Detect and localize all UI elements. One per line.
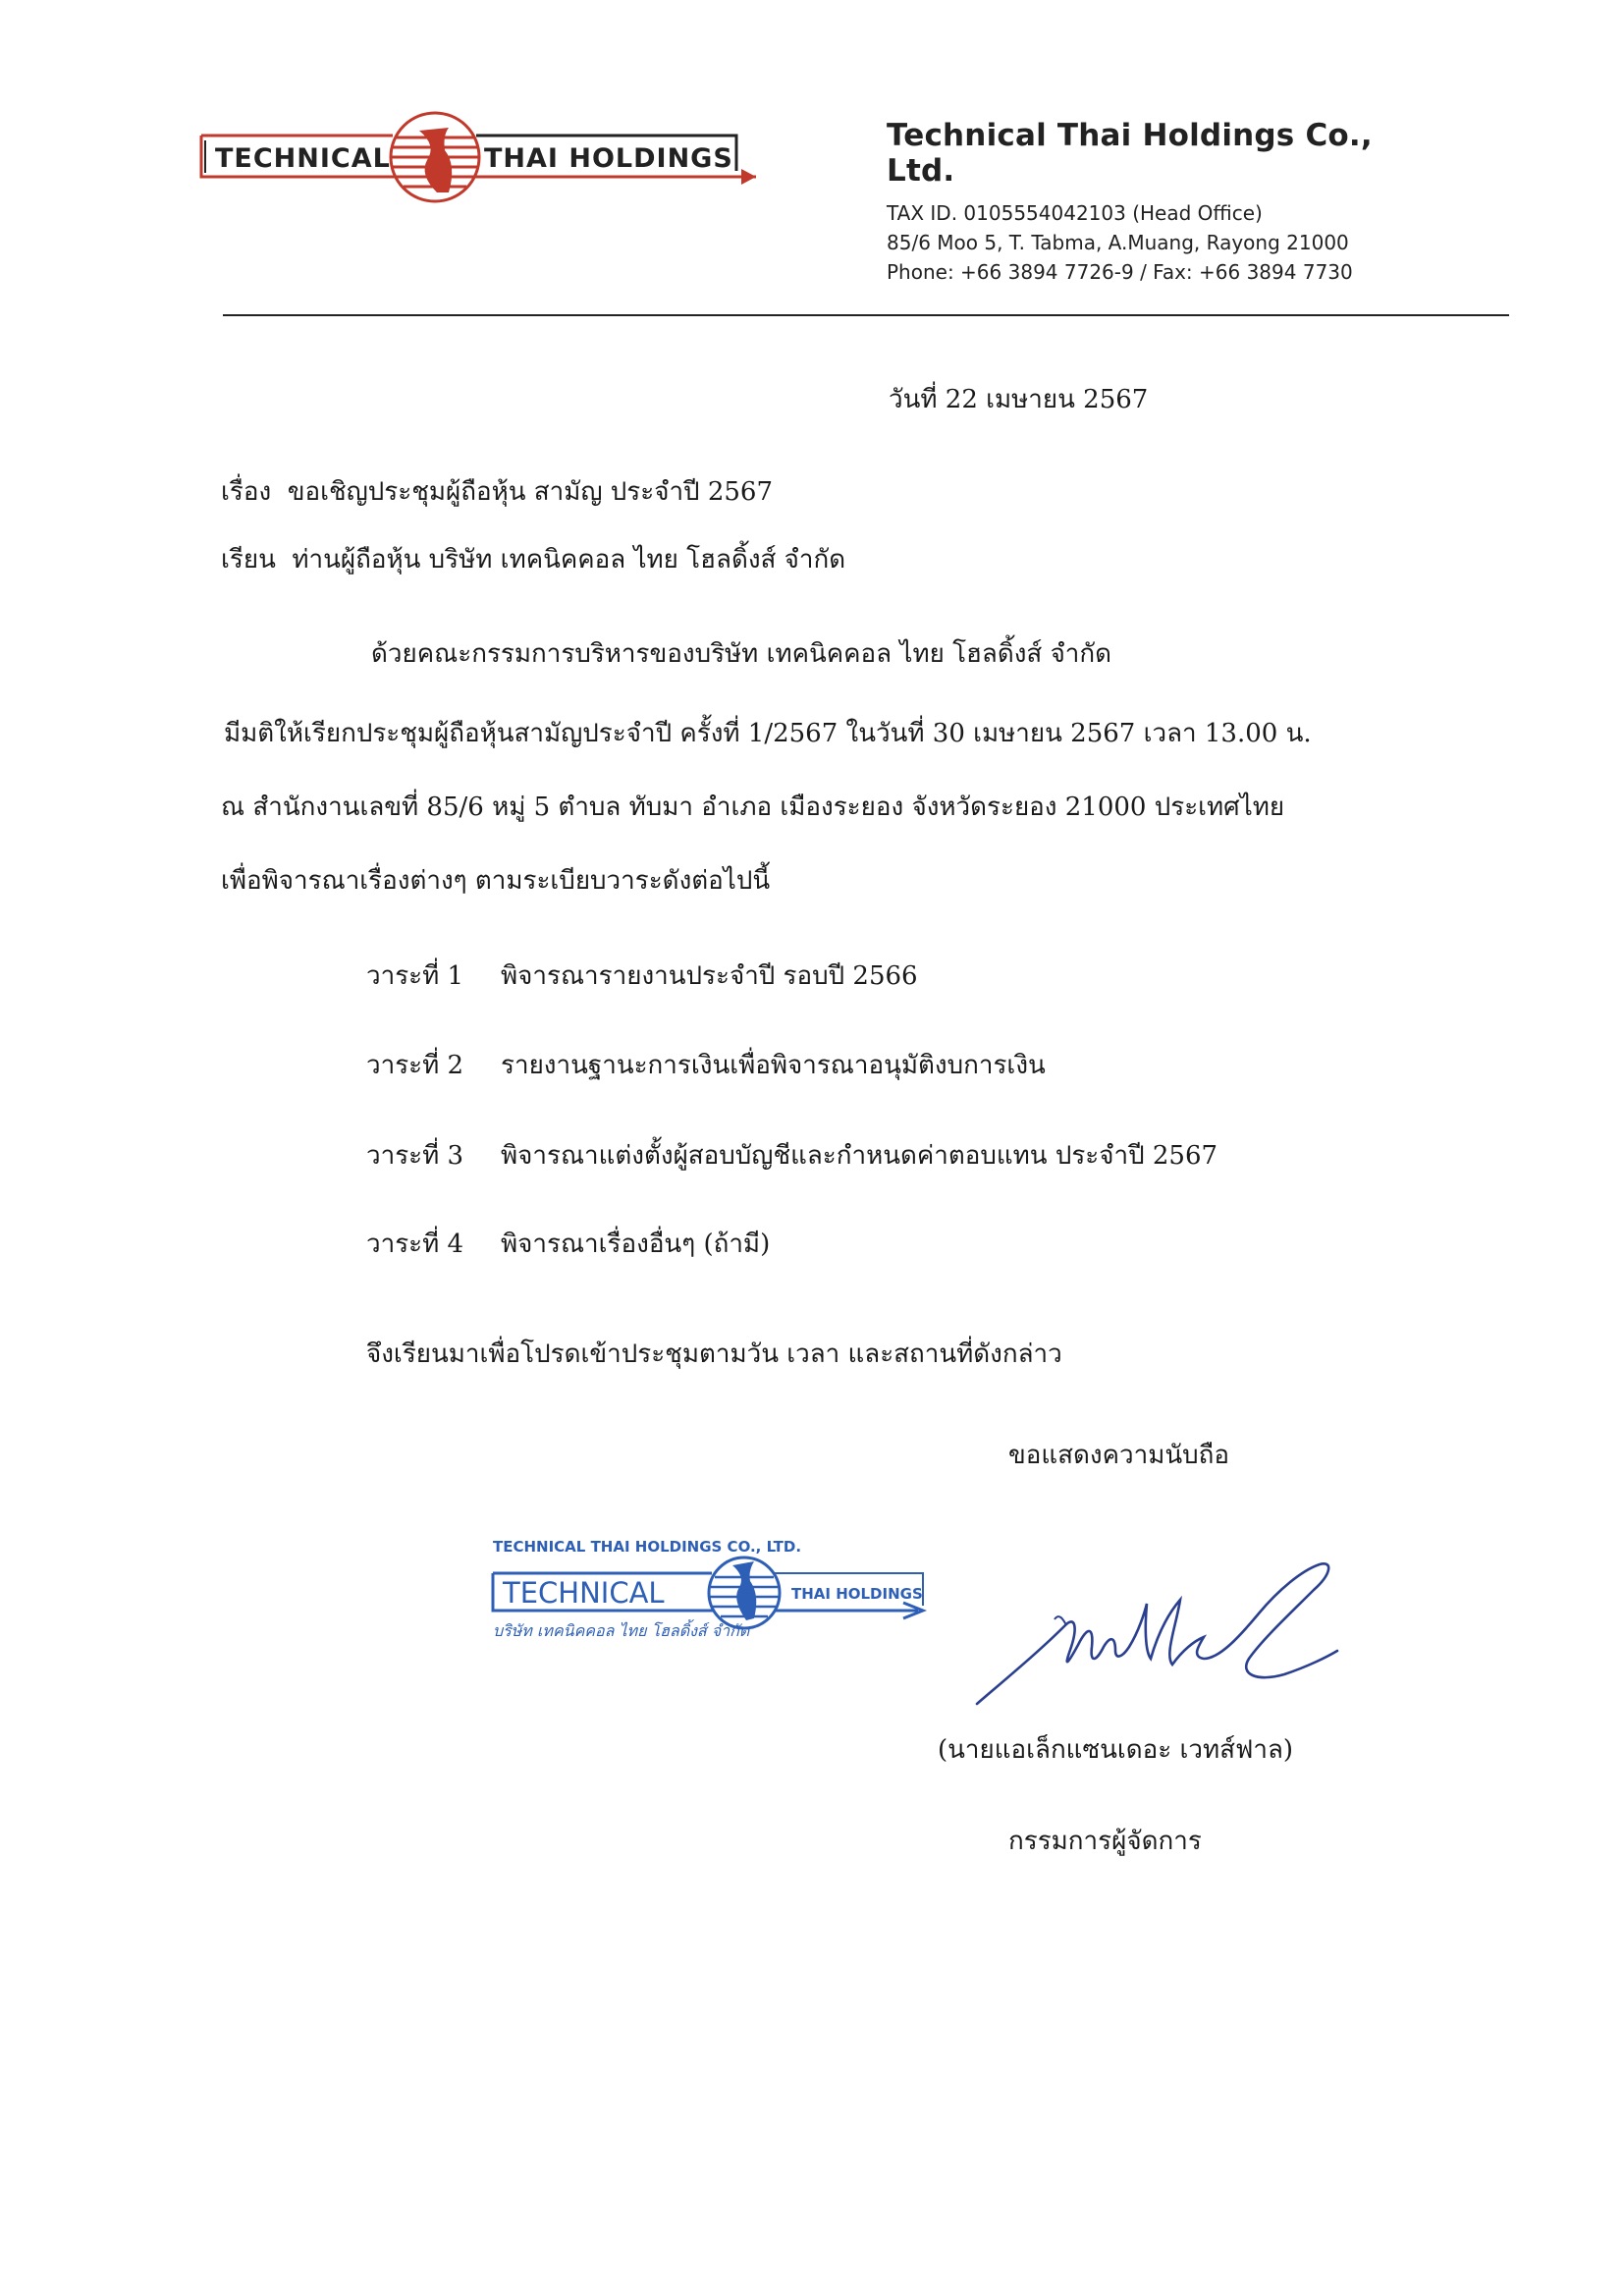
body-paragraph-line-4: เพื่อพิจารณาเรื่องต่างๆ ตามระเบียบวาระดังต่อไปนี้	[221, 866, 771, 896]
body-paragraph-line-1: ด้วยคณะกรรมการบริหารของบริษัท เทคนิคคอล ไทย โฮลดิ้งส์ จำกัด	[371, 639, 1112, 669]
company-stamp	[481, 1532, 933, 1660]
recipient-label: เรียน	[221, 545, 276, 574]
subject-text: ขอเชิญประชุมผู้ถือหุ้น สามัญ ประจำปี 2567	[287, 477, 773, 507]
agenda-label-4: วาระที่ 4	[366, 1230, 464, 1259]
closing-sentence: จึงเรียนมาเพื่อโปรดเข้าประชุมตามวัน เวลา และสถานที่ดังกล่าว	[366, 1339, 1062, 1369]
company-logo	[191, 106, 756, 204]
agenda-text-2: รายงานฐานะการเงินเพื่อพิจารณาอนุมัติงบการเงิน	[501, 1051, 1046, 1080]
stamp-left-text: TECHNICAL	[503, 1576, 665, 1610]
company-phone: Phone: +66 3894 7726-9 / Fax: +66 3894 7730	[887, 260, 1353, 284]
agenda-label-3: วาระที่ 3	[366, 1141, 464, 1171]
agenda-label-1: วาระที่ 1	[366, 961, 464, 991]
body-paragraph-line-2: มีมติให้เรียกประชุมผู้ถือหุ้นสามัญประจำปี ครั้งที่ 1/2567 ในวันที่ 30 เมษายน 2567 เวลา 13.00 น.	[224, 719, 1312, 748]
regards-text: ขอแสดงความนับถือ	[1008, 1441, 1229, 1470]
logo-text-right: THAI HOLDINGS	[484, 143, 733, 174]
agenda-text-3: พิจารณาแต่งตั้งผู้สอบบัญชีและกำหนดค่าตอบแทน ประจำปี 2567	[501, 1141, 1218, 1171]
agenda-text-4: พิจารณาเรื่องอื่นๆ (ถ้ามี)	[501, 1230, 771, 1259]
header-divider	[223, 314, 1509, 316]
company-address: 85/6 Moo 5, T. Tabma, A.Muang, Rayong 21000	[887, 231, 1349, 254]
recipient-line	[221, 543, 845, 576]
body-paragraph-line-3: ณ สำนักงานเลขที่ 85/6 หมู่ 5 ตำบล ทับมา อำเภอ เมืองระยอง จังหวัดระยอง 21000 ประเทศไทย	[221, 793, 1285, 822]
stamp-bottom-text: บริษัท เทคนิคคอล ไทย โฮลดิ้งส์ จำกัด	[493, 1621, 750, 1640]
letter-date: วันที่ 22 เมษายน 2567	[889, 385, 1149, 414]
signature	[972, 1557, 1404, 1723]
agenda-text-1: พิจารณารายงานประจำปี รอบปี 2566	[501, 961, 918, 991]
logo-text-left: TECHNICAL	[215, 143, 391, 174]
company-info	[887, 118, 1436, 287]
subject-line	[221, 475, 773, 509]
tax-id: TAX ID. 0105554042103 (Head Office)	[887, 201, 1263, 225]
company-name: Technical Thai Holdings Co., Ltd.	[887, 118, 1373, 189]
signer-title: กรรมการผู้จัดการ	[1008, 1827, 1202, 1856]
signer-name: (นายแอเล็กแซนเดอะ เวทส์ฟาล)	[938, 1735, 1294, 1765]
stamp-right-text: THAI HOLDINGS	[791, 1585, 923, 1603]
agenda-label-2: วาระที่ 2	[366, 1051, 464, 1080]
subject-label: เรื่อง	[221, 477, 272, 507]
recipient-text: ท่านผู้ถือหุ้น บริษัท เทคนิคคอล ไทย โฮลดิ้งส์ จำกัด	[292, 545, 846, 574]
stamp-top-text: TECHNICAL THAI HOLDINGS CO., LTD.	[493, 1538, 802, 1556]
